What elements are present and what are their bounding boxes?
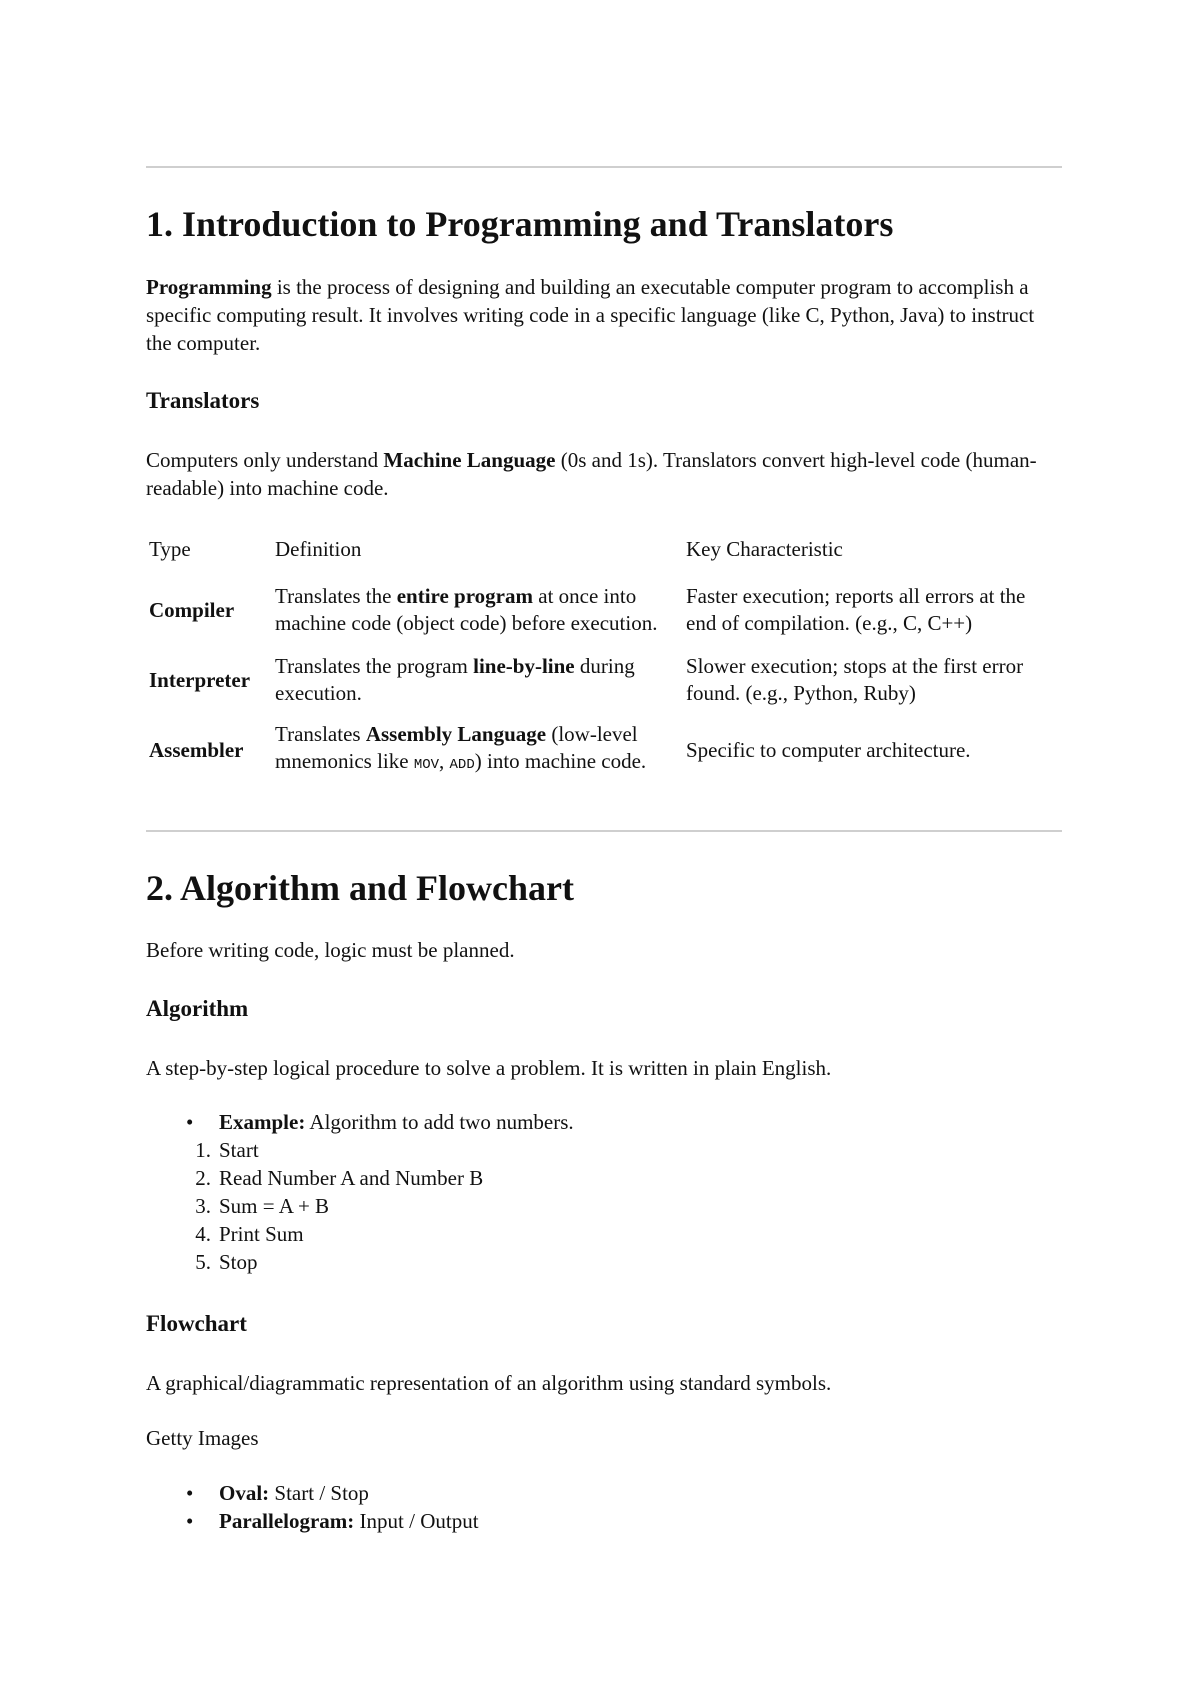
image-caption: Getty Images	[146, 1426, 259, 1450]
list-item	[146, 1220, 574, 1248]
definition-text: ,	[439, 749, 450, 773]
table-header-cell: Type	[149, 536, 191, 561]
intro-text: is the process of designing and building an executable computer program to accomplish a specific computing result. It involves writing code in a specific language (like C, Python, Java) to instruct the computer.	[146, 275, 1035, 355]
code-add: ADD	[449, 757, 475, 773]
table-cell-key: Faster execution; reports all errors at the end of compilation. (e.g., C, C++)	[686, 584, 1026, 635]
list-item	[146, 1108, 574, 1276]
step-number: 2.	[195, 1166, 211, 1190]
step-text: Start	[219, 1138, 259, 1162]
definition-text: ) into machine code.	[474, 749, 647, 773]
table-header-cell: Key Characteristic	[686, 536, 843, 561]
example-label: Example:	[219, 1110, 306, 1134]
example-text: Algorithm to add two numbers.	[305, 1110, 574, 1134]
definition-text: at once into machine code (object code) before execution.	[275, 584, 658, 635]
definition-text: during execution.	[275, 654, 635, 705]
bullet-icon: •	[186, 1110, 194, 1134]
flowchart-description: A graphical/diagrammatic representation of an algorithm using standard symbols.	[146, 1371, 832, 1395]
symbols-list	[146, 1479, 479, 1535]
list-item	[146, 1136, 574, 1164]
algorithm-heading: Algorithm	[146, 996, 249, 1021]
definition-bold: Assembly Language	[365, 722, 547, 746]
bullet-icon: •	[186, 1509, 194, 1533]
table-row	[146, 652, 1059, 708]
algorithm-steps	[146, 1136, 574, 1276]
symbol-name: Parallelogram:	[219, 1509, 355, 1533]
table-cell-type	[146, 708, 272, 792]
type-label: Compiler	[149, 597, 235, 622]
section2-title: 2. Algorithm and Flowchart	[146, 868, 574, 908]
translators-paragraph	[146, 446, 1062, 502]
table-cell-definition	[272, 568, 683, 652]
translators-text-a: Computers only understand	[146, 448, 384, 472]
divider-middle	[146, 830, 1062, 832]
table-cell-key: Specific to computer architecture.	[686, 737, 971, 762]
table-cell-definition	[272, 652, 683, 708]
table-row	[146, 568, 1059, 652]
translators-table	[146, 530, 1059, 792]
example-list	[146, 1108, 574, 1276]
step-number: 4.	[195, 1222, 211, 1246]
section1-intro	[146, 273, 1062, 357]
symbol-name: Oval:	[219, 1481, 270, 1505]
list-item	[146, 1507, 479, 1535]
table-cell-key: Slower execution; stops at the first error found. (e.g., Python, Ruby)	[686, 654, 1024, 705]
translators-bold: Machine Language	[383, 448, 556, 472]
symbol-meaning: Start / Stop	[269, 1481, 369, 1505]
list-item	[146, 1164, 574, 1192]
type-label: Assembler	[149, 737, 244, 762]
translators-heading: Translators	[146, 388, 260, 413]
section2-intro: Before writing code, logic must be planned.	[146, 938, 515, 962]
definition-text: Translates	[275, 722, 366, 746]
divider-top	[146, 166, 1062, 168]
table-cell-definition	[272, 708, 683, 792]
table-row	[146, 708, 1059, 792]
symbol-meaning: Input / Output	[354, 1509, 479, 1533]
step-number: 3.	[195, 1194, 211, 1218]
list-item	[146, 1192, 574, 1220]
step-text: Sum = A + B	[219, 1194, 330, 1218]
table-header-row	[146, 530, 1059, 568]
step-number: 1.	[195, 1138, 211, 1162]
section1-title: 1. Introduction to Programming and Translators	[146, 204, 894, 244]
translators-text-b: (0s and 1s). Translators convert high-level code (human-readable) into machine code.	[146, 448, 1037, 500]
bullet-icon: •	[186, 1481, 194, 1505]
definition-bold: line-by-line	[473, 654, 575, 678]
type-label: Interpreter	[149, 667, 251, 692]
definition-bold: entire program	[396, 584, 533, 608]
list-item	[146, 1479, 479, 1507]
definition-text: Translates the	[275, 584, 397, 608]
step-text: Stop	[219, 1250, 258, 1274]
table-cell-type	[146, 652, 272, 708]
definition-text: Translates the program	[275, 654, 474, 678]
flowchart-heading: Flowchart	[146, 1311, 247, 1336]
table-cell-type	[146, 568, 272, 652]
definition-text: (low-level mnemonics like	[275, 722, 638, 773]
algorithm-description: A step-by-step logical procedure to solve a problem. It is written in plain English.	[146, 1056, 832, 1080]
table-header-cell: Definition	[275, 536, 362, 561]
list-item	[146, 1248, 574, 1276]
step-number: 5.	[195, 1250, 211, 1274]
code-mov: MOV	[413, 757, 440, 773]
step-text: Print Sum	[219, 1222, 304, 1246]
intro-bold-term: Programming	[146, 275, 272, 299]
step-text: Read Number A and Number B	[219, 1166, 484, 1190]
